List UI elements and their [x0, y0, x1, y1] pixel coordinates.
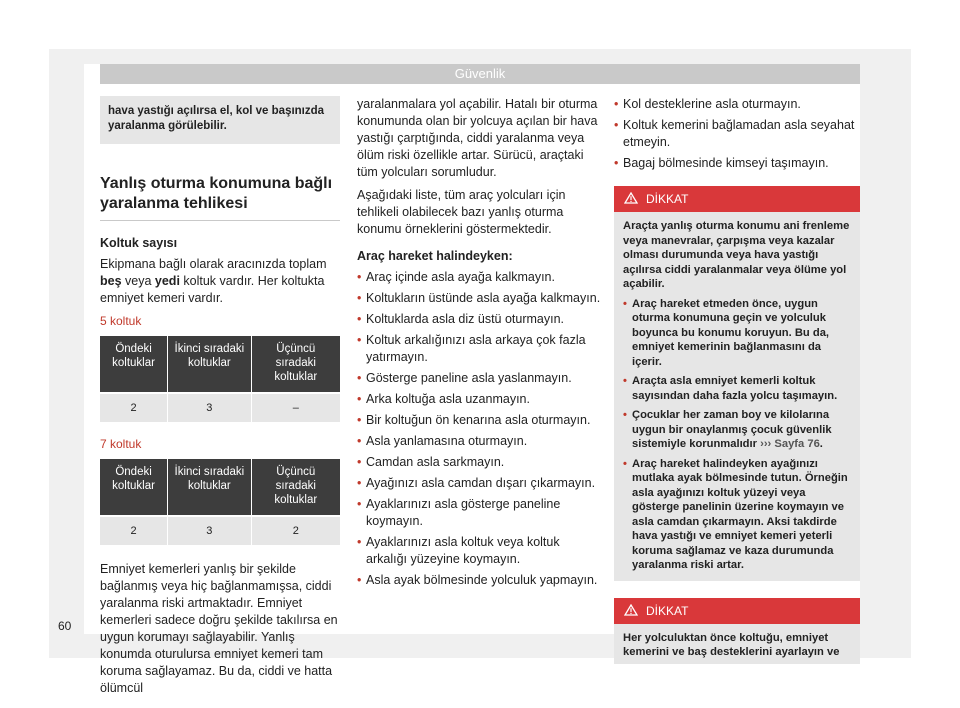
seat-count-text: Ekipmana bağlı olarak aracınızda toplam beş veya yedi koltuk vardır. Her koltukta emniyet kemeri vardır. — [100, 257, 327, 305]
table-cell: 2 — [100, 516, 168, 545]
list-item: • Koltuk arkalığınızı asla arkaya çok fazla yatırmayın. — [357, 333, 586, 364]
table-cell: – — [251, 393, 340, 422]
list-item: • Asla ayak bölmesinde yolculuk yapmayın. — [357, 573, 598, 587]
list-item: • Araçta asla emniyet kemerli koltuk sayısından daha fazla yolcu taşımayın. — [623, 375, 838, 402]
bullet-icon: • — [357, 333, 362, 347]
bullet-icon: • — [357, 476, 362, 490]
list-item: • Asla yanlamasına oturmayın. — [357, 434, 528, 448]
table-cell: 2 — [251, 516, 340, 545]
bullet-icon: • — [357, 291, 362, 305]
warning-body — [614, 624, 860, 664]
table-7-seats — [100, 459, 340, 545]
column-middle — [357, 96, 602, 589]
bullet-icon: • — [623, 297, 627, 310]
table-header: Öndeki koltuklar — [100, 336, 168, 393]
list-item: • Koltukların üstünde asla ayağa kalkmayın. — [357, 291, 601, 305]
table-5-label: 5 koltuk — [100, 314, 142, 328]
list-item: • Bagaj bölmesinde kimseyi taşımayın. — [614, 156, 829, 170]
table-7-label: 7 koltuk — [100, 437, 142, 451]
bullet-icon: • — [357, 535, 362, 549]
table-cell: 2 — [100, 393, 168, 422]
list-item: • Gösterge paneline asla yaslanmayın. — [357, 371, 572, 385]
list-item: • Araç içinde asla ayağa kalkmayın. — [357, 270, 555, 284]
seat-count-title: Koltuk sayısı — [100, 236, 178, 250]
table-5-seats — [100, 336, 340, 422]
warning-header — [614, 186, 860, 212]
bullet-icon: • — [357, 312, 362, 326]
table-header: Öndeki koltuklar — [100, 459, 168, 516]
table-header: İkinci sıradaki koltuklar — [168, 459, 251, 516]
bullet-icon: • — [357, 270, 362, 284]
warning-header — [614, 598, 860, 624]
paragraph: yaralanmalara yol açabilir. Hatalı bir oturma konumunda olan bir yolcuya açılan bir hava yastığı çarptığında, ciddi yaralanma veya ölüm riski özellikle artar. Sürücü, araçtaki tüm yolcuları sorumludur. — [357, 97, 598, 179]
list-item: • Araç hareket halindeyken ayağınızı mutlaka ayak bölmesinde tutun. Örneğin asla ayağınızı koltuk yüzeyi veya gösterge panelinin üzerine koymayın ve asla camdan çıkarmayın. Aksi takdirde hava yastığı ve emniyet kemeri yeterli koruma sağlamaz ve kaza durumunda yaralanma riski artar. — [623, 457, 848, 571]
list-item: • Bir koltuğun ön kenarına asla oturmayın. — [357, 413, 591, 427]
bullet-icon: • — [614, 118, 619, 132]
page-reference-link[interactable]: Sayfa 76 — [774, 438, 820, 450]
warning-triangle-icon — [624, 604, 638, 616]
list-item: • Koltuk kemerini bağlamadan asla seyahat etmeyin. — [614, 118, 855, 149]
list-item: • Koltuklarda asla diz üstü oturmayın. — [357, 312, 565, 326]
chapter-title: Güvenlik — [454, 66, 506, 81]
warning-triangle-icon — [624, 192, 638, 204]
bullet-icon: • — [357, 497, 362, 511]
list-item: • Ayağınızı asla camdan dışarı çıkarmayın. — [357, 476, 596, 490]
bullet-icon: • — [357, 573, 362, 587]
list-item: • Araç hareket etmeden önce, uygun oturma konumuna geçin ve yolculuk boyunca bu konumu koruyun. Bu da, emniyet kemerinin bağlanmasını da içerir. — [623, 297, 830, 368]
page-reference-arrow: ››› — [760, 438, 772, 450]
table-header: İkinci sıradaki koltuklar — [168, 336, 251, 393]
bullet-icon: • — [357, 413, 362, 427]
list-item: • Arka koltuğa asla uzanmayın. — [357, 392, 530, 406]
list-item: • Ayaklarınızı asla koltuk veya koltuk arkalığı yüzeyine koymayın. — [357, 535, 560, 566]
list-item: • Çocuklar her zaman boy ve kilolarına uygun bir onaylanmış çocuk güvenlik sistemiyle korunmalıdır ››› Sayfa 76. — [623, 409, 832, 450]
column-left — [100, 96, 340, 697]
table-cell: 3 — [168, 516, 251, 545]
bullet-icon: • — [623, 457, 627, 470]
bullet-icon: • — [614, 97, 619, 111]
bullet-icon: • — [357, 371, 362, 385]
intro-box: hava yastığı açılırsa el, kol ve başınızda yaralanma görülebilir. — [100, 96, 340, 144]
bullet-icon: • — [357, 392, 362, 406]
closing-text: Emniyet kemerleri yanlış bir şekilde bağlanmış veya hiç bağlanmamışsa, ciddi yaralanma riski artmaktadır. Emniyet kemerleri sadece doğru şekilde takılırsa en uygun korumayı sağlayabilir. Yanlış konumda oturulursa emniyet kemeri tam koruma sağlayamaz. Bu da, ciddi ve hatta ölümcül — [100, 562, 338, 695]
warning-intro: Araçta yanlış oturma konumu ani frenleme veya manevralar, çarpışma veya kazalar olması durumunda veya hava yastığı açılırsa ciddi yaralanmalar veya ölüme yol açabilir. — [623, 220, 850, 290]
warning-body — [614, 212, 860, 581]
bullet-icon: • — [357, 434, 362, 448]
bullet-icon: • — [623, 409, 627, 421]
bullet-list — [357, 269, 602, 589]
list-item: • Camdan asla sarkmayın. — [357, 455, 505, 469]
bullet-icon: • — [357, 455, 362, 469]
list-item: • Ayaklarınızı asla gösterge paneline koymayın. — [357, 497, 561, 528]
table-cell: 3 — [168, 393, 251, 422]
table-header: Üçüncü sıradaki koltuklar — [251, 459, 340, 516]
page-number: 60 — [58, 619, 72, 633]
bullet-list — [614, 96, 860, 172]
warning-title: DİKKAT — [646, 192, 689, 206]
bullet-icon: • — [614, 156, 619, 170]
column-right — [614, 96, 860, 664]
section-title: Yanlış oturma konumuna bağlı yaralanma tehlikesi — [100, 174, 340, 221]
table-header: Üçüncü sıradaki koltuklar — [251, 336, 340, 393]
subheading: Araç hareket halindeyken: — [357, 249, 513, 263]
warning-title: DİKKAT — [646, 603, 689, 618]
warning-intro: Her yolculuktan önce koltuğu, emniyet kemerini ve baş desteklerini ayarlayın ve — [623, 631, 840, 658]
list-item: • Kol desteklerine asla oturmayın. — [614, 97, 801, 111]
paragraph: Aşağıdaki liste, tüm araç yolcuları için tehlikeli olabilecek bazı yanlış oturma konumu örneklerini göstermektedir. — [357, 188, 566, 236]
bullet-icon: • — [623, 375, 627, 387]
